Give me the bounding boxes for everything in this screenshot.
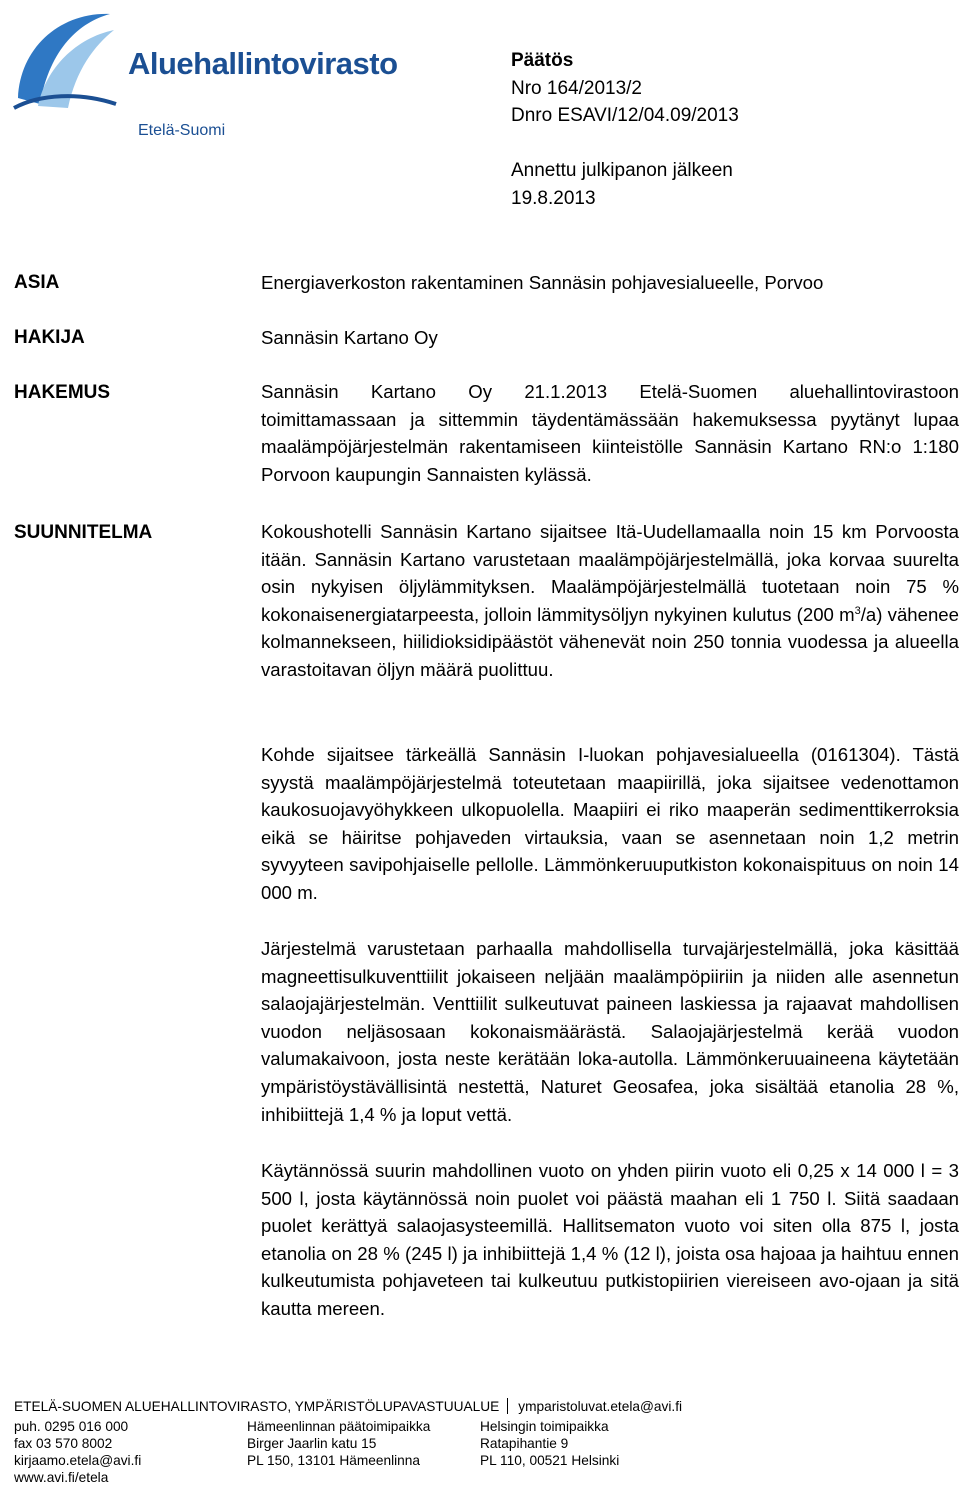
suunnitelma-paragraph-2: Kohde sijaitsee tärkeällä Sannäsin I-luokan pohjavesialueella (0161304). Tästä syystä maalämpöjärjestelmä toteutetaan maapiirillä, joka sijaitsee vedenottamon kaukosuojavyöhykkeen ulkopuolella. Maapiiri ei riko maaperän sedimenttikerroksia eikä se häiritse pohjaveden virtauksia, vaan se asennetaan noin 1,2 metrin syvyyteen savipohjaiselle pellolle. Lämmönkeruuputkiston kokonaispituus on noin 14 000 m. <box>261 744 959 903</box>
p1-text-after: /a) vähenee kolmannekseen, hiilidioksidipäästöt vähenevät noin 250 tonnia vuodessa ja alueella varastoitavan öljyn määrä puolittuu. <box>261 603 959 680</box>
footer-phone: puh. 0295 016 000 <box>14 1419 129 1434</box>
suunnitelma-paragraph-3: Järjestelmä varustetaan parhaalla mahdollisella turvajärjestelmällä, joka käsittää magneettisulkuventtiilit jokaiseen neljään maalämpöpiiriin ja niiden alle asennetun salaojajärjestelmän. Venttiilit sulkeutuvat paineen laskiessa ja rajaavat mahdollisen vuodon neljäsosaan kokonaismäärästä. Salaojajärjestelmä kerää vuodon valumakaivoon, josta neste kerätään loka-autolla. Lämmönkeruuaineena käytetään ympäristöystävällisintä nestettä, Naturet Geosafea, joka sisältää etanolia 28 %, inhibiittejä 1,4 % ja loput vettä. <box>261 938 959 1125</box>
doc-type: Päätös <box>511 50 574 71</box>
footer-contact-column <box>14 1418 141 1486</box>
agency-name: Aluehallintovirasto <box>128 46 398 81</box>
footer-divider <box>507 1398 508 1414</box>
footer-org: ETELÄ-SUOMEN ALUEHALLINTOVIRASTO, YMPÄRISTÖLUPAVASTUUALUE <box>14 1399 500 1414</box>
footer-org-row <box>14 1398 682 1415</box>
footer-helsinki-column <box>480 1418 619 1469</box>
suunnitelma-paragraph-1 <box>261 518 959 684</box>
footer-hameenlinna-title: Hämeenlinnan päätoimipaikka <box>247 1419 431 1434</box>
p1-superscript: 3 <box>854 604 861 617</box>
decision-number: Nro 164/2013/2 <box>511 78 642 99</box>
p1-text-before: Kokoushotelli Sannäsin Kartano sijaitsee Itä-Uudellamaalla noin 15 km Porvoosta itään. Sannäsin Kartano varustetaan maalämpöjärjestelmällä, joka korvaa suurelta osin nykyisen öljylämmityksen. Maalämpöjärjestelmällä tuotetaan noin 75 % kokonaisenergiatarpeesta, jolloin lämmitysöljyn nykyinen kulutus (200 m <box>261 521 959 625</box>
diary-number: Dnro ESAVI/12/04.09/2013 <box>511 105 739 126</box>
footer-hameenlinna-street: Birger Jaarlin katu 15 <box>247 1436 377 1451</box>
footer-helsinki-street: Ratapihantie 9 <box>480 1436 569 1451</box>
issued-label: Annettu julkipanon jälkeen <box>511 160 733 181</box>
footer-fax: fax 03 570 8002 <box>14 1436 113 1451</box>
suunnitelma-paragraph-4: Käytännössä suurin mahdollinen vuoto on yhden piirin vuoto eli 0,25 x 14 000 l = 3 500 l, josta käytännössä noin puolet voi päästä maahan eli 1 750 l. Siitä saadaan puolet kerättyä salaojasysteemillä. Hallitsematon vuoto voi siten olla 875 l, josta etanolia on 28 % (245 l) ja inhibiittejä 1,4 % (12 l), joista osa hajoaa ja haihtuu ennen kulkeutumista pohjaveteen tai kulkeutuu putkistopiirien viereiseen avo-ojaan ja sitä kautta mereen. <box>261 1160 959 1319</box>
label-suunnitelma: SUUNNITELMA <box>14 522 153 543</box>
asia-text: Energiaverkoston rakentaminen Sannäsin pohjavesialueelle, Porvoo <box>261 272 824 293</box>
label-hakija: HAKIJA <box>14 327 85 348</box>
hakemus-text: Sannäsin Kartano Oy 21.1.2013 Etelä-Suomen aluehallintovirastoon toimittamassaan ja sittemmin täydentämässään hakemuksessa pyytänyt lupaa maalämpöjärjestelmän rakentamiseen kiinteistölle Sannäsin Kartano RN:o 1:180 Porvoon kaupungin Sannaisten kylässä. <box>261 381 959 485</box>
issued-date: 19.8.2013 <box>511 188 596 209</box>
hakija-text: Sannäsin Kartano Oy <box>261 327 438 348</box>
agency-logo <box>10 8 398 139</box>
agency-region: Etelä-Suomi <box>138 122 226 139</box>
footer-helsinki-po: PL 110, 00521 Helsinki <box>480 1453 620 1468</box>
footer-hameenlinna-po: PL 150, 13101 Hämeenlinna <box>247 1453 420 1468</box>
label-hakemus: HAKEMUS <box>14 382 111 403</box>
footer-website[interactable]: www.avi.fi/etela <box>14 1470 109 1485</box>
footer-hameenlinna-column <box>247 1418 430 1469</box>
footer-helsinki-title: Helsingin toimipaikka <box>480 1419 609 1434</box>
footer-unit-email[interactable]: ymparistoluvat.etela@avi.fi <box>518 1399 683 1414</box>
footer-registry-email[interactable]: kirjaamo.etela@avi.fi <box>14 1453 142 1468</box>
label-asia: ASIA <box>14 272 60 293</box>
logo-swoosh-icon <box>10 8 120 112</box>
